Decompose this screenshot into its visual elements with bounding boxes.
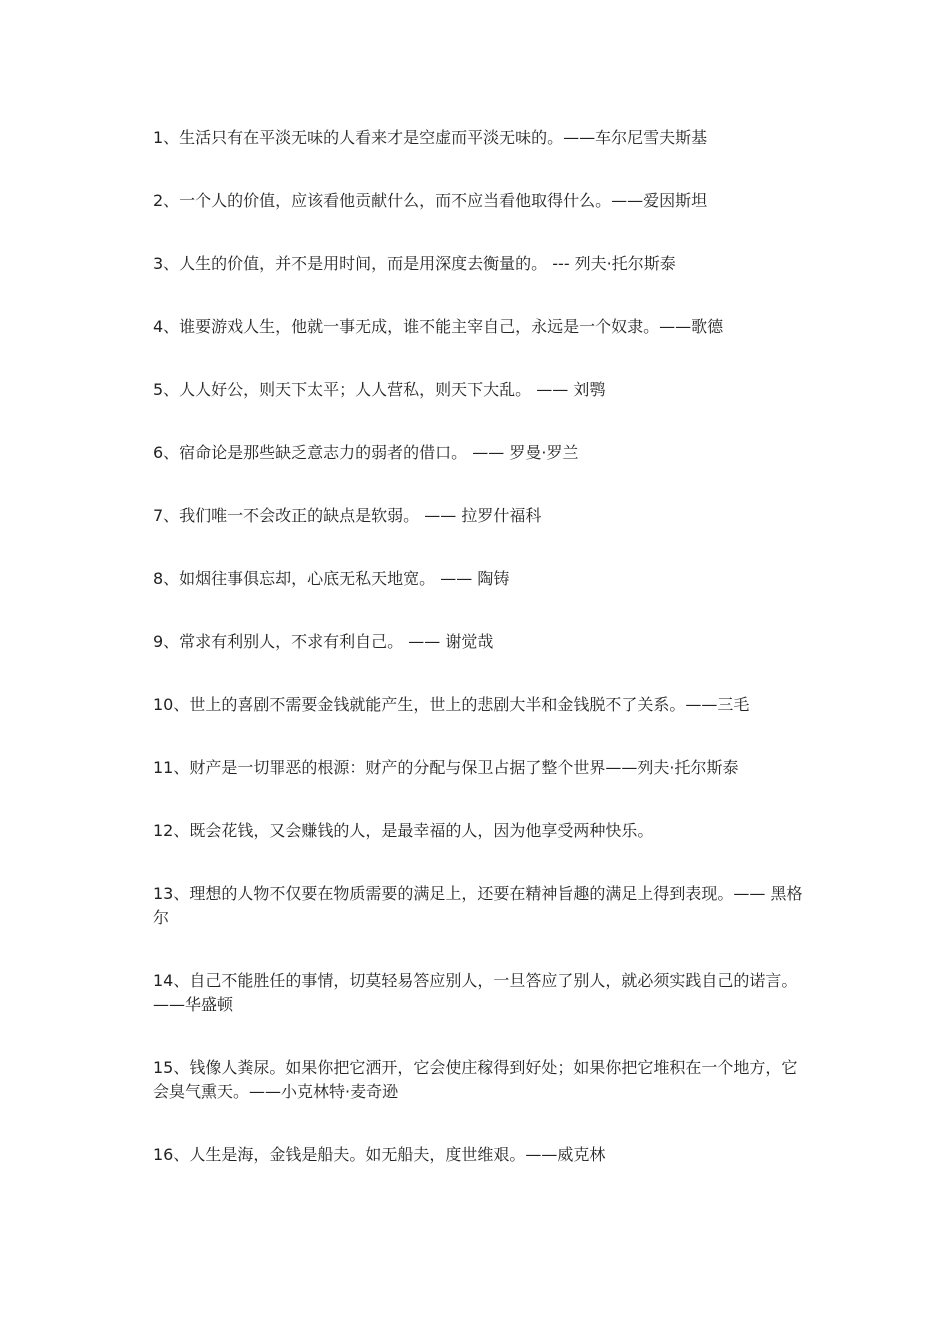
quote-15: 15、钱像人粪尿。如果你把它洒开，它会使庄稼得到好处；如果你把它堆积在一个地方，它会臭气熏天。——小克林特·麦奇逊 (153, 1058, 798, 1101)
quote-8: 8、如烟往事俱忘却，心底无私天地宽。 —— 陶铸 (153, 569, 510, 588)
quote-11: 11、财产是一切罪恶的根源：财产的分配与保卫占据了整个世界——列夫·托尔斯泰 (153, 758, 739, 777)
quote-list (153, 126, 803, 1206)
quote-4: 4、谁要游戏人生，他就一事无成，谁不能主宰自己，永远是一个奴隶。——歌德 (153, 317, 724, 336)
quote-14: 14、自己不能胜任的事情，切莫轻易答应别人，一旦答应了别人，就必须实践自己的诺言。 ——华盛顿 (153, 971, 798, 1014)
quote-16: 16、人生是海，金钱是船夫。如无船夫，度世维艰。——威克林 (153, 1145, 606, 1164)
quote-5: 5、人人好公，则天下太平；人人营私，则天下大乱。 —— 刘鹗 (153, 380, 606, 399)
quote-3: 3、人生的价值，并不是用时间，而是用深度去衡量的。 --- 列夫·托尔斯泰 (153, 254, 676, 273)
quote-10: 10、世上的喜剧不需要金钱就能产生，世上的悲剧大半和金钱脱不了关系。——三毛 (153, 695, 750, 714)
quote-13: 13、理想的人物不仅要在物质需要的满足上，还要在精神旨趣的满足上得到表现。—— 黑格尔 (153, 884, 803, 927)
quote-9: 9、常求有利别人，不求有利自己。 —— 谢觉哉 (153, 632, 494, 651)
quote-7: 7、我们唯一不会改正的缺点是软弱。 —— 拉罗什福科 (153, 506, 542, 525)
quote-12: 12、既会花钱，又会赚钱的人，是最幸福的人，因为他享受两种快乐。 (153, 821, 654, 840)
quote-1: 1、生活只有在平淡无味的人看来才是空虚而平淡无味的。——车尔尼雪夫斯基 (153, 128, 708, 147)
quote-6: 6、宿命论是那些缺乏意志力的弱者的借口。 —— 罗曼·罗兰 (153, 443, 579, 462)
quote-2: 2、一个人的价值，应该看他贡献什么，而不应当看他取得什么。——爱因斯坦 (153, 191, 708, 210)
